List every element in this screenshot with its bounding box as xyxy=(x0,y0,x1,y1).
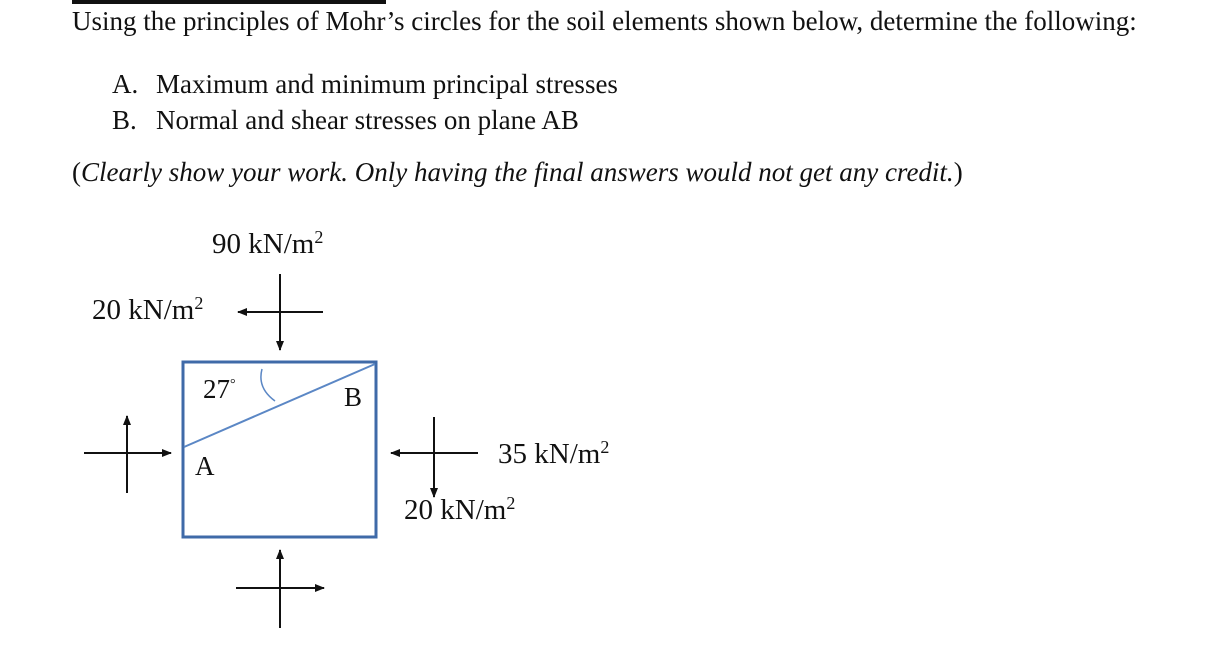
right-stress-symbol xyxy=(391,417,478,497)
task-b-letter: B. xyxy=(112,105,137,135)
top-shear-value: 20 kN/m xyxy=(92,294,195,326)
task-b-text: Normal and shear stresses on plane AB xyxy=(156,105,579,135)
problem-intro: Using the principles of Mohr’s circles for the soil elements shown below, determine the following: xyxy=(72,6,1137,36)
right-shear-exponent: 2 xyxy=(506,493,516,513)
angle-unit: ° xyxy=(230,377,236,392)
top-stress-symbol xyxy=(238,274,323,350)
task-a-letter: A. xyxy=(112,69,139,99)
point-b-label: B xyxy=(344,382,363,412)
note-close-paren: ) xyxy=(953,157,963,187)
left-stress-symbol xyxy=(84,416,171,493)
top-normal-exponent: 2 xyxy=(314,227,324,247)
note-body: Clearly show your work. Only having the final answers would not get any credit. xyxy=(81,157,954,187)
angle-label xyxy=(203,374,236,404)
top-shear-stress-label xyxy=(92,294,203,326)
right-normal-exponent: 2 xyxy=(600,437,610,457)
point-a-label: A xyxy=(195,451,215,481)
angle-arc xyxy=(261,369,275,401)
task-a-text: Maximum and minimum principal stresses xyxy=(156,69,618,99)
note-open-paren: ( xyxy=(72,157,81,187)
right-shear-stress-label xyxy=(404,494,515,526)
right-normal-value: 35 kN/m xyxy=(498,438,601,470)
top-normal-stress-label xyxy=(212,228,323,260)
bottom-stress-symbol xyxy=(236,550,324,628)
angle-value: 27 xyxy=(203,374,230,404)
right-normal-stress-label xyxy=(498,438,609,470)
top-shear-exponent: 2 xyxy=(194,293,204,313)
top-normal-value: 90 kN/m xyxy=(212,228,315,260)
right-shear-value: 20 kN/m xyxy=(404,494,507,526)
